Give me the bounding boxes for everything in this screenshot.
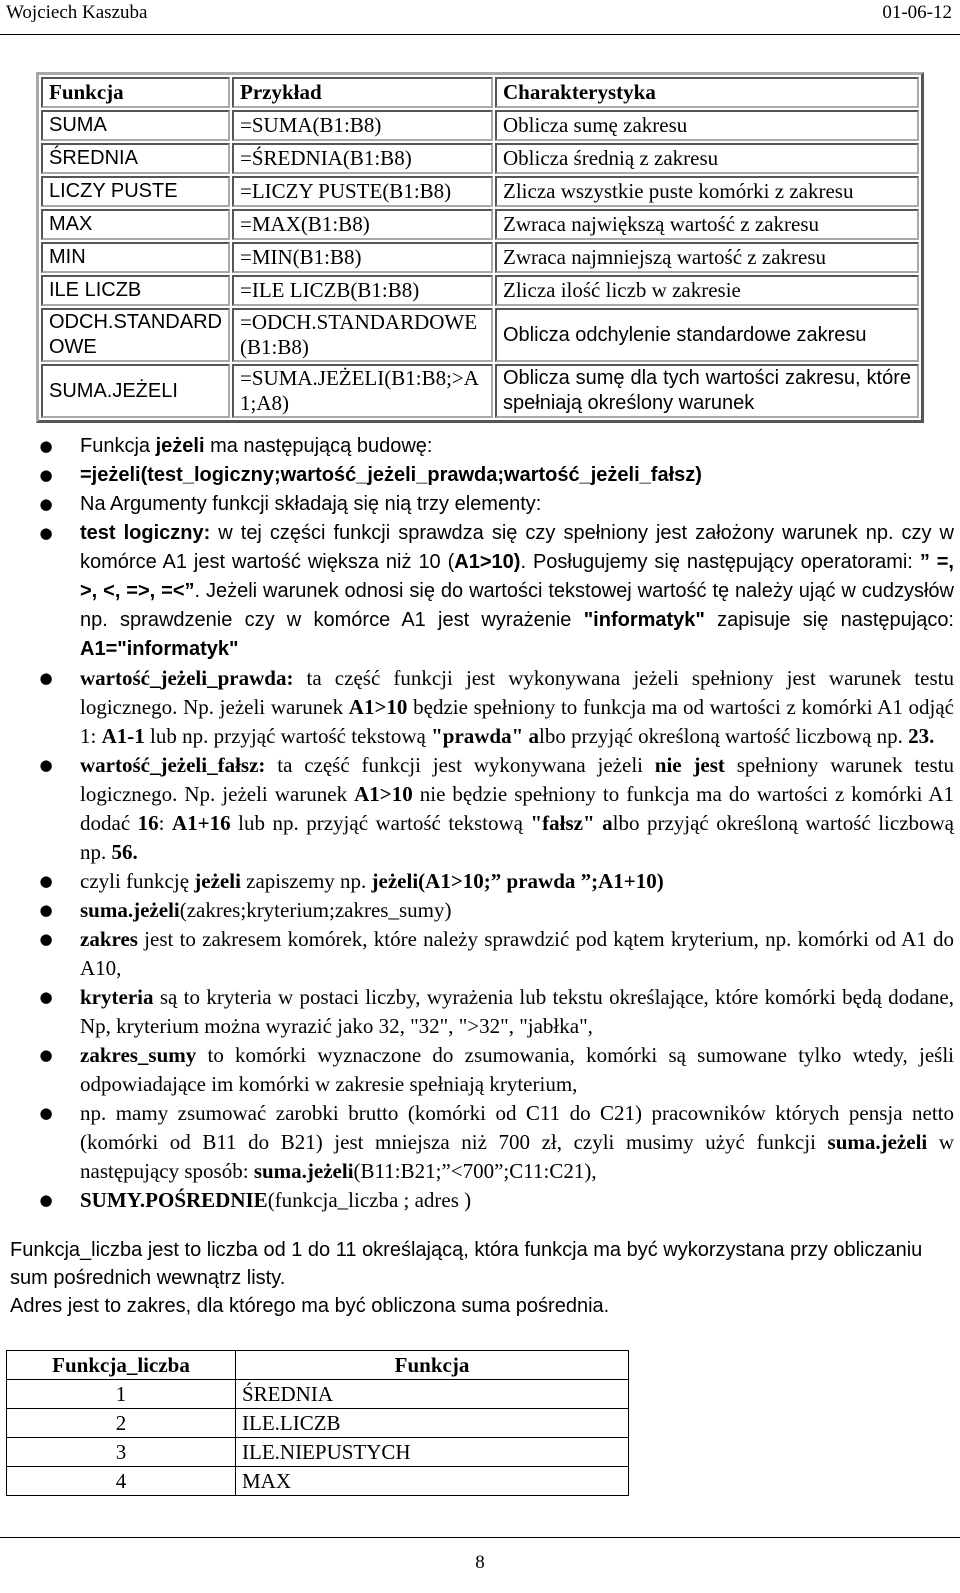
text-bold: "prawda" [431, 724, 524, 748]
text-bold: ” =, >, <, =>, =<” [80, 551, 954, 602]
table-cell: Oblicza sumę dla tych wartości zakresu, które spełniają określony warunek [495, 364, 919, 418]
table-cell: =ILE LICZB(B1:B8) [232, 275, 493, 306]
table-cell: Zlicza wszystkie puste komórki z zakresu [495, 176, 919, 207]
text: w tej części funkcji sprawdza się czy spełniony jest założony warunek np. czy w komórce A1 jest wartość większa niż 10 ( [80, 522, 954, 573]
text: Na Argumenty funkcji składają się nią trzy elementy: [80, 493, 542, 515]
table-cell: Oblicza średnią z zakresu [495, 143, 919, 174]
text-bold: jeżeli [155, 435, 205, 457]
text [595, 811, 603, 835]
table-cell: Zwraca największą wartość z zakresu [495, 209, 919, 240]
text-bold: zakres [80, 927, 138, 951]
text-bold: "fałsz" [530, 811, 595, 835]
table-cell: Oblicza odchylenie standardowe zakresu [495, 308, 919, 362]
list-item [36, 751, 954, 867]
text-bold: A1>10 [354, 782, 413, 806]
column-header: Funkcja [236, 1351, 629, 1380]
text: jest to zakresem komórek, które należy sprawdzić pod kątem kryterium, np. komórki od A1 do A10, [80, 927, 954, 980]
bullet-icon: ● [39, 756, 53, 774]
text: będzie spełniony to funkcja ma od wartości z komórki A1 odjąć 1: [80, 695, 954, 748]
bullet-icon: ● [39, 495, 53, 513]
bullet-icon: ● [39, 1046, 53, 1064]
paragraph-funkcja-liczba: Funkcja_liczba jest to liczba od 1 do 11 określającą, która funkcja ma być wykorzystana przy obliczaniu sum pośrednich wewnątrz listy. [10, 1239, 923, 1289]
text: lub np. przyjąć wartość tekstową [230, 811, 531, 835]
bullet-icon: ● [39, 1104, 53, 1122]
table-cell: =SUMA.JEŻELI(B1:B8;>A1;A8) [232, 364, 493, 418]
list-item [36, 896, 954, 925]
text: Funkcja [80, 435, 156, 457]
text: lub np. przyjąć wartość tekstową [144, 724, 432, 748]
table-row [7, 1438, 629, 1467]
text: to komórki wyznaczone do zsumowania, komórki są sumowane tylko wtedy, jeśli odpowiadające im komórki w zakresie spełniają kryterium, [80, 1043, 954, 1096]
text: : [158, 811, 172, 835]
text-bold: A1>10) [454, 551, 521, 573]
table-cell: ODCH.STANDARDOWE [41, 308, 230, 362]
table-row [41, 308, 919, 362]
list-item [36, 490, 954, 519]
funkcja-liczba-table [6, 1350, 629, 1496]
table-cell: MAX [41, 209, 230, 240]
page-number: 8 [475, 1552, 485, 1573]
list-item [36, 925, 954, 983]
text: (funkcja_liczba ; adres ) [267, 1188, 472, 1212]
text: . Posługujemy się następujący operatorami: [520, 551, 920, 573]
table-row [41, 209, 919, 240]
bullet-icon: ● [39, 466, 53, 484]
list-item [36, 1186, 954, 1215]
list-item [36, 664, 954, 751]
text: zapisuje się następująco: [704, 609, 954, 631]
text-bold: A1-1 [101, 724, 145, 748]
table-cell: 4 [7, 1467, 236, 1496]
header-author: Wojciech Kaszuba [6, 2, 148, 23]
text: spełniony warunek testu logicznego. Np. jeżeli warunek [80, 753, 954, 806]
text: np. mamy zsumować zarobki brutto (komórki od C11 do C21) pracowników których pensja netto (komórki od B11 do B21) jest mniejsza niż 700 zł, czyli musimy użyć funkcji [80, 1101, 954, 1154]
list-item [36, 1099, 954, 1186]
paragraph-adres: Adres jest to zakres, dla którego ma być obliczona suma pośrednia. [10, 1295, 610, 1317]
column-header: Charakterystyka [495, 77, 919, 108]
text-bold: A1+16 [172, 811, 231, 835]
text-bold: "informatyk" [583, 609, 705, 631]
bullet-icon: ● [39, 669, 53, 687]
bullet-icon: ● [39, 524, 53, 542]
table-cell: Zwraca najmniejszą wartość z zakresu [495, 242, 919, 273]
table-row [41, 242, 919, 273]
table-cell: ILE.LICZB [236, 1409, 629, 1438]
text: ta część funkcji jest wykonywana jeżeli [265, 753, 655, 777]
page-header [0, 0, 960, 30]
header-date: 01-06-12 [882, 2, 952, 23]
text-bold: suma.jeżeli [253, 1159, 354, 1183]
bullet-icon: ● [39, 901, 53, 919]
text: lbo przyjąć określoną wartość liczbową np. [539, 724, 909, 748]
table-cell: ŚREDNIA [41, 143, 230, 174]
table-row [7, 1409, 629, 1438]
text-bold: SUMY.POŚREDNIE [80, 1188, 268, 1212]
text: zapiszemy np. [240, 869, 372, 893]
table-cell: Oblicza sumę zakresu [495, 110, 919, 141]
table-cell: =SUMA(B1:B8) [232, 110, 493, 141]
text: są to kryteria w postaci liczby, wyrażenia lub tekstu określające, które komórki będą dodane, Np, kryterium można wyrazić jako 32, "32", ">32", "jabłka", [80, 985, 954, 1038]
table-cell: =MAX(B1:B8) [232, 209, 493, 240]
table-cell: Zlicza ilość liczb w zakresie [495, 275, 919, 306]
column-header: Przykład [232, 77, 493, 108]
text: czyli funkcję [80, 869, 195, 893]
table-row [41, 110, 919, 141]
list-item [36, 867, 954, 896]
table-cell: LICZY PUSTE [41, 176, 230, 207]
text-bold: jeżeli [133, 898, 180, 922]
list-item [36, 461, 954, 490]
footer-rule [0, 1537, 960, 1538]
text-bold: =jeżeli(test_logiczny;wartość_jeżeli_prawda;wartość_jeżeli_fałsz) [80, 464, 702, 486]
table-row [7, 1467, 629, 1496]
text-bold: zakres_sumy [80, 1043, 197, 1067]
text-bold: nie jest [654, 753, 725, 777]
table-cell: SUMA [41, 110, 230, 141]
table-row [41, 275, 919, 306]
header-rule [0, 34, 960, 35]
text-bold: jeżeli(A1>10;” prawda ”;A1+10) [371, 869, 664, 893]
table-cell: ILE LICZB [41, 275, 230, 306]
text-bold: 56. [111, 840, 138, 864]
column-header: Funkcja_liczba [7, 1351, 236, 1380]
table-cell: =ŚREDNIA(B1:B8) [232, 143, 493, 174]
table-cell: MAX [236, 1467, 629, 1496]
text: ta część funkcji jest wykonywana jeżeli spełniony jest warunek testu logicznego. Np. jeżeli warunek [80, 666, 954, 719]
text-bold: suma. [80, 898, 134, 922]
list-item [36, 432, 954, 461]
text-bold: jeżeli [194, 869, 241, 893]
text-bold: suma.jeżeli [827, 1130, 928, 1154]
text: . Jeżeli warunek odnosi się do wartości tekstowej wartość tę należy ująć w cudzysłów np. sprawdzenie czy w komórce A1 jest wyrażenie [80, 580, 955, 631]
text-bold: a [602, 811, 613, 835]
column-header: Funkcja [41, 77, 230, 108]
table-cell: =MIN(B1:B8) [232, 242, 493, 273]
table-cell: =ODCH.STANDARDOWE(B1:B8) [232, 308, 493, 362]
table-row [7, 1380, 629, 1409]
text: ma następującą budowę: [204, 435, 433, 457]
bullet-list [36, 432, 954, 1215]
table-row [41, 176, 919, 207]
text-bold: test logiczny: [80, 522, 211, 544]
text: w następujący sposób: [80, 1130, 954, 1183]
functions-table [36, 72, 924, 423]
text: lbo przyjąć określoną wartość liczbową np. [80, 811, 954, 864]
table-row [41, 143, 919, 174]
text: nie będzie spełniony to funkcja ma do wartości z komórki A1 dodać [80, 782, 954, 835]
text-bold: A1="informatyk" [80, 638, 239, 660]
table-cell: ŚREDNIA [236, 1380, 629, 1409]
bullet-icon: ● [39, 988, 53, 1006]
bullet-icon: ● [39, 1191, 53, 1209]
text-bold: 23. [908, 724, 935, 748]
bullet-icon: ● [39, 872, 53, 890]
table-header-row [7, 1351, 629, 1380]
text-bold: a [528, 724, 540, 748]
table-header-row [41, 77, 919, 108]
table-cell: MIN [41, 242, 230, 273]
table-cell: SUMA.JEŻELI [41, 364, 230, 418]
text-bold: kryteria [80, 985, 154, 1009]
text-bold: wartość_jeżeli_prawda: [80, 666, 294, 690]
table-cell: 1 [7, 1380, 236, 1409]
table-cell: =LICZY PUSTE(B1:B8) [232, 176, 493, 207]
text: (B11:B21;”<700”;C11:C21), [353, 1159, 597, 1183]
text-bold: 16 [137, 811, 159, 835]
bullet-icon: ● [39, 437, 53, 455]
table-cell: ILE.NIEPUSTYCH [236, 1438, 629, 1467]
text-bold: A1>10 [348, 695, 408, 719]
list-item [36, 519, 954, 664]
table-cell: 2 [7, 1409, 236, 1438]
bullet-icon: ● [39, 930, 53, 948]
list-item [36, 983, 954, 1041]
text: (zakres;kryterium;zakres_sumy) [179, 898, 452, 922]
table-cell: 3 [7, 1438, 236, 1467]
text-bold: wartość_jeżeli_fałsz: [80, 753, 266, 777]
table-row [41, 364, 919, 418]
list-item [36, 1041, 954, 1099]
